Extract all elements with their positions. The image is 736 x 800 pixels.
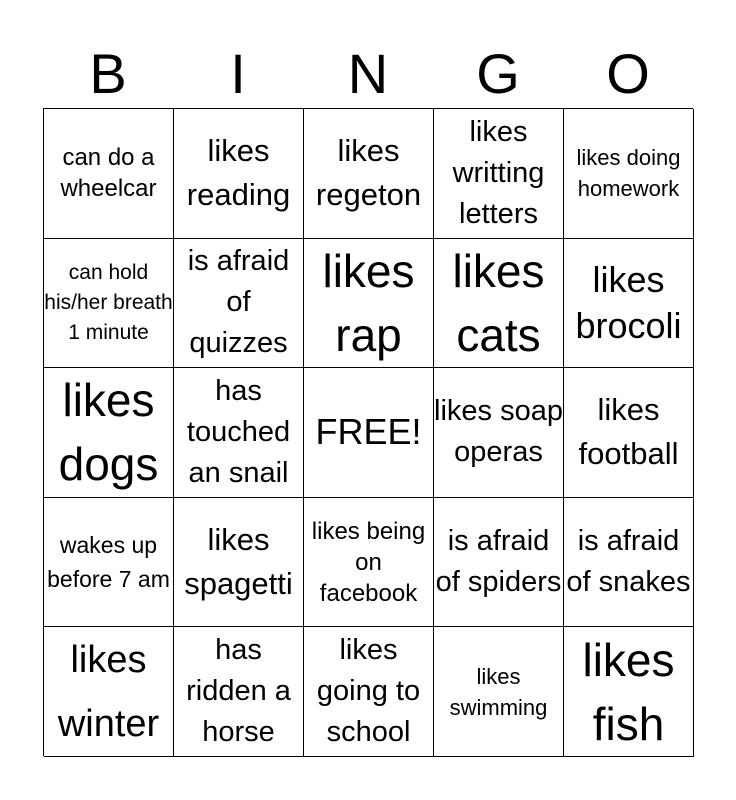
bingo-cell[interactable] [434, 368, 564, 498]
bingo-header [43, 40, 693, 108]
bingo-cell[interactable] [304, 627, 434, 757]
header-letter-b: B [89, 42, 127, 105]
cell-text: likes soap operas [434, 395, 563, 469]
bingo-cell[interactable] [434, 627, 564, 757]
bingo-cell[interactable] [174, 109, 304, 239]
cell-text: likes rap [322, 244, 415, 361]
free-space-cell[interactable] [304, 368, 434, 498]
cell-text: likes reading [186, 133, 291, 213]
bingo-cell[interactable] [564, 627, 694, 757]
bingo-cell[interactable] [434, 498, 564, 628]
bingo-cell[interactable] [174, 498, 304, 628]
cell-text: has ridden a horse [186, 634, 291, 749]
cell-text: can do a wheelcar [60, 144, 157, 203]
cell-text: can hold his/her breath 1 minute [44, 260, 173, 344]
cell-text: likes writting letters [452, 115, 545, 230]
cell-text: likes regeton [315, 133, 422, 213]
cell-text: likes dogs [58, 374, 159, 491]
bingo-cell[interactable] [304, 109, 434, 239]
bingo-cell[interactable] [564, 368, 694, 498]
cell-text: likes cats [452, 244, 545, 361]
cell-text: is afraid of snakes [566, 525, 691, 599]
cell-text: likes spagetti [184, 522, 293, 602]
cell-text: is afraid of quizzes [187, 245, 290, 360]
bingo-cell[interactable] [434, 239, 564, 369]
bingo-cell[interactable] [564, 239, 694, 369]
bingo-cell[interactable] [174, 627, 304, 757]
cell-text: likes winter [57, 638, 160, 745]
bingo-cell[interactable] [44, 109, 174, 239]
bingo-grid [43, 108, 693, 756]
free-space-text: FREE! [315, 411, 422, 453]
cell-text: wakes up before 7 am [47, 532, 170, 593]
bingo-cell[interactable] [304, 239, 434, 369]
cell-text: likes doing homework [576, 145, 681, 202]
header-letter-i: I [230, 42, 246, 105]
cell-text: likes swimming [449, 663, 548, 720]
bingo-cell[interactable] [434, 109, 564, 239]
bingo-cell[interactable] [174, 368, 304, 498]
bingo-cell[interactable] [564, 109, 694, 239]
cell-text: likes being on facebook [311, 517, 426, 607]
header-letter-g: G [476, 42, 520, 105]
bingo-cell[interactable] [44, 368, 174, 498]
cell-text: likes fish [582, 633, 675, 750]
cell-text: has touched an snail [186, 374, 291, 489]
bingo-cell[interactable] [44, 498, 174, 628]
bingo-cell[interactable] [44, 627, 174, 757]
bingo-cell[interactable] [174, 239, 304, 369]
cell-text: is afraid of spiders [435, 525, 562, 599]
bingo-cell[interactable] [564, 498, 694, 628]
bingo-cell[interactable] [304, 498, 434, 628]
header-letter-n: N [347, 42, 389, 105]
bingo-cell[interactable] [44, 239, 174, 369]
cell-text: likes football [578, 392, 679, 472]
header-letter-o: O [606, 42, 650, 105]
cell-text: likes brocoli [575, 258, 682, 346]
cell-text: likes going to school [316, 634, 421, 749]
